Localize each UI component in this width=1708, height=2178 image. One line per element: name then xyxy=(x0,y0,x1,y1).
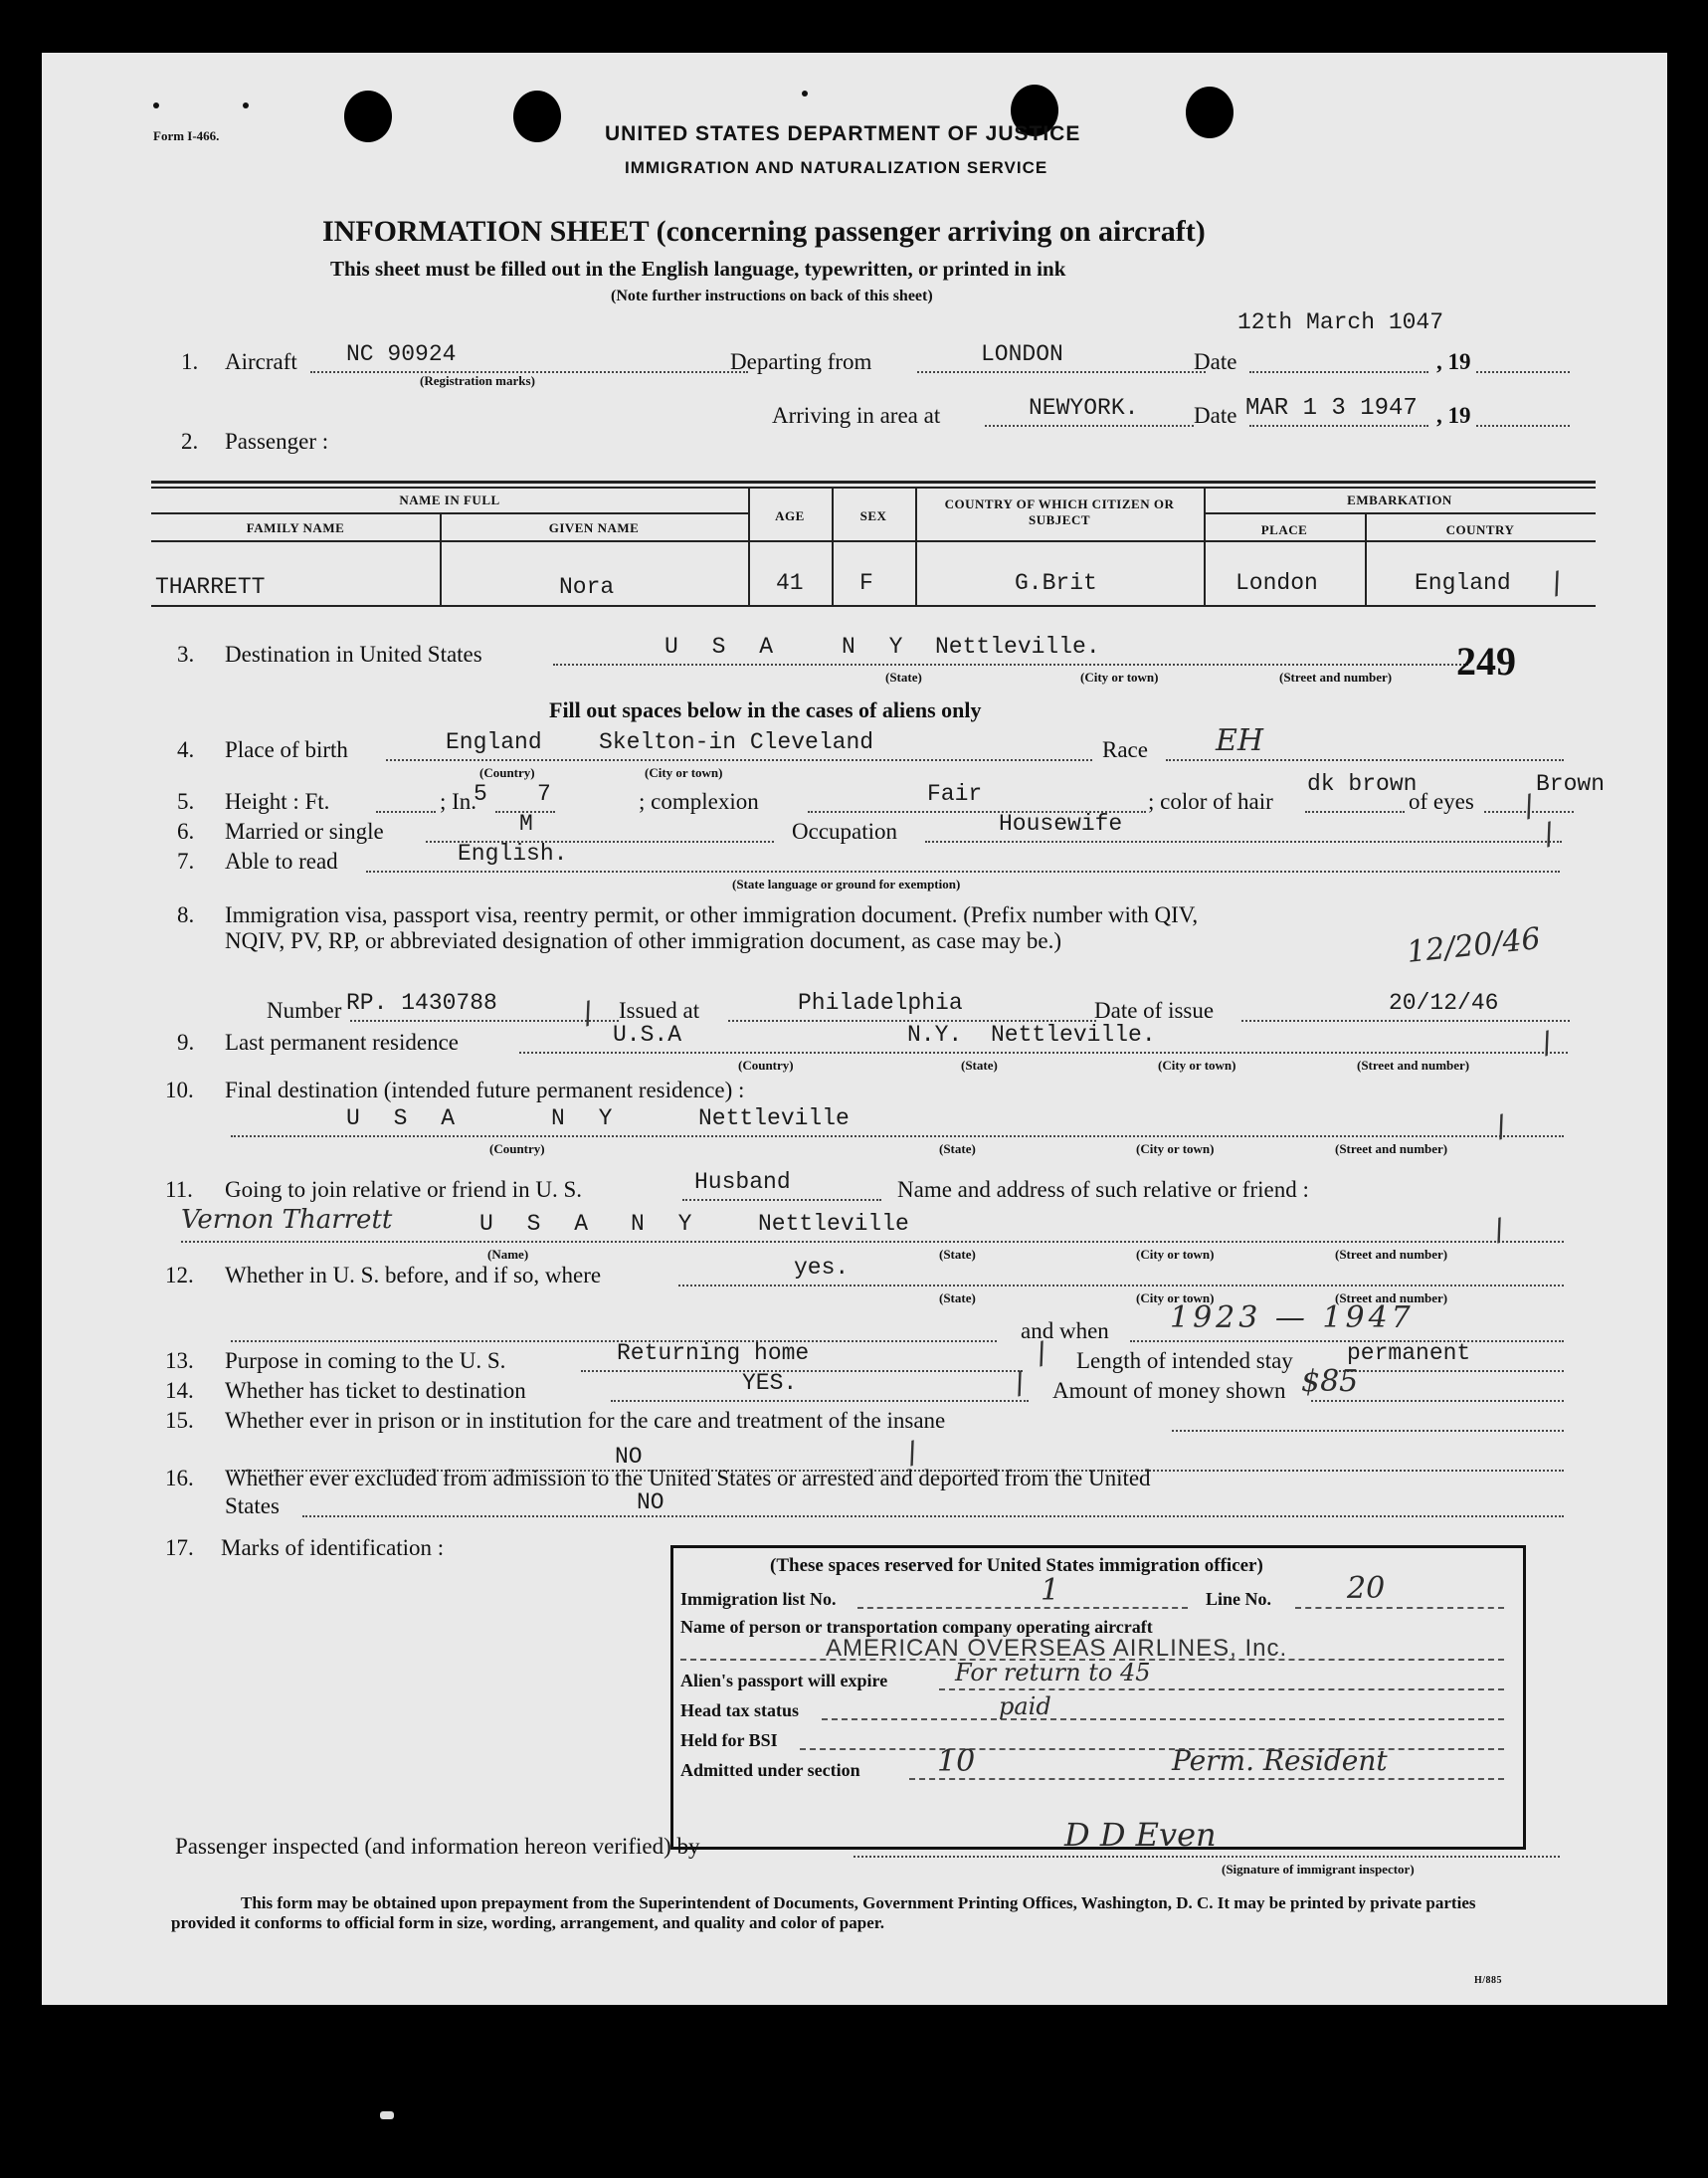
birth-city: Skelton-in Cleveland xyxy=(599,729,874,755)
embarkation-header: EMBARKATION xyxy=(1347,493,1452,507)
check-mark: / xyxy=(902,1435,922,1472)
street-caption: (Street and number) xyxy=(1357,1058,1470,1073)
country-caption: (Country) xyxy=(738,1058,794,1073)
bsi-label: Held for BSI xyxy=(680,1730,778,1750)
relative-city: Nettleville xyxy=(758,1211,909,1237)
scan-speck xyxy=(380,2111,394,2119)
item-number: 13. xyxy=(165,1348,194,1373)
length-stay-label: Length of intended stay xyxy=(1076,1348,1293,1373)
relative-state: N Y xyxy=(631,1211,702,1237)
line-no-value: 20 xyxy=(1347,1571,1386,1606)
place-header: PLACE xyxy=(1260,522,1308,537)
name-in-full-header: NAME IN FULL xyxy=(399,493,500,507)
given-name-header: GIVEN NAME xyxy=(548,520,640,535)
before-value: yes. xyxy=(794,1255,850,1281)
inspected-label: Passenger inspected (and information hereon verified) by xyxy=(175,1834,700,1859)
states-label: States xyxy=(225,1493,280,1518)
passenger-label: Passenger : xyxy=(225,429,329,454)
last-city: Nettleville. xyxy=(991,1022,1156,1048)
footer-code: H/885 xyxy=(1474,1975,1503,1986)
city-caption: (City or town) xyxy=(1136,1141,1215,1156)
age-cell: 41 xyxy=(776,570,804,596)
read-value: English. xyxy=(458,841,568,867)
operator-label: Name of person or transportation company operating aircraft xyxy=(680,1617,1153,1637)
relative-country: U S A xyxy=(479,1211,599,1237)
check-mark: / xyxy=(1539,816,1559,853)
aliens-only-heading: Fill out spaces below in the cases of aliens only xyxy=(549,697,982,722)
inspector-signature: D D Even xyxy=(1064,1816,1217,1854)
country-header: COUNTRY xyxy=(1445,522,1515,537)
country-caption: (Country) xyxy=(479,765,535,780)
item-number: 10. xyxy=(165,1078,194,1102)
item-number: 12. xyxy=(165,1263,194,1287)
speck xyxy=(153,102,159,108)
punch-hole xyxy=(344,91,392,142)
occupation-label: Occupation xyxy=(792,819,898,844)
dest-city: Nettleville. xyxy=(935,634,1100,660)
city-caption: (City or town) xyxy=(1136,1247,1215,1262)
reg-marks-caption: (Registration marks) xyxy=(420,373,535,388)
and-when-label: and when xyxy=(1021,1318,1109,1343)
given-name-cell: Nora xyxy=(559,574,615,600)
check-mark: / xyxy=(578,995,598,1032)
check-mark: / xyxy=(1489,1212,1509,1249)
final-state: N Y xyxy=(551,1105,623,1131)
punch-hole xyxy=(513,91,561,142)
issued-at-value: Philadelphia xyxy=(798,990,963,1016)
city-caption: (City or town) xyxy=(645,765,723,780)
year-prefix: , 19 xyxy=(1436,349,1471,374)
city-caption: (City or town) xyxy=(1158,1058,1236,1073)
street-caption: (Street and number) xyxy=(1335,1247,1448,1262)
date-label: Date xyxy=(1194,349,1237,374)
footer-text: This form may be obtained upon prepayment from the Superintendent of Documents, Government Printing Offices, Washington, D. C. It may be printed by private parties provided it conforms to official form in size, wording, arrangement, and quality and color of paper. xyxy=(171,1893,1476,1932)
item-number: 4. xyxy=(177,737,195,762)
excluded-label: Whether ever excluded from admission to the United States or arrested and deported from the United xyxy=(225,1466,1151,1490)
passport-label: Alien's passport will expire xyxy=(680,1671,888,1690)
section-label: Admitted under section xyxy=(680,1760,860,1780)
aircraft-value: NC 90924 xyxy=(346,341,457,367)
check-mark: / xyxy=(1547,565,1567,602)
hair-value: dk brown xyxy=(1307,771,1418,797)
state-caption: (State) xyxy=(939,1141,976,1156)
section-note: Perm. Resident xyxy=(1172,1744,1388,1777)
race-value: EH xyxy=(1216,723,1264,758)
prison-label: Whether ever in prison or in institution for the care and treatment of the insane xyxy=(225,1408,946,1433)
join-value: Husband xyxy=(694,1169,791,1195)
check-mark: / xyxy=(1491,1108,1511,1145)
embark-country-cell: England xyxy=(1415,570,1511,596)
visa-text-1: Immigration visa, passport visa, reentry permit, or other immigration document. (Prefix number with QIV, xyxy=(225,902,1199,927)
item-number: 3. xyxy=(177,642,195,667)
married-label: Married or single xyxy=(225,819,384,844)
ticket-value: YES. xyxy=(742,1370,798,1396)
departing-value: LONDON xyxy=(981,341,1063,367)
arriving-label: Arriving in area at xyxy=(772,403,941,428)
street-caption: (Street and number) xyxy=(1279,670,1393,685)
item-number: 9. xyxy=(177,1030,195,1055)
height-label: Height : Ft. xyxy=(225,789,330,814)
last-state: N.Y. xyxy=(907,1022,963,1048)
height-in: 7 xyxy=(537,781,551,807)
officer-box-title: (These spaces reserved for United States immigration officer) xyxy=(770,1555,1263,1576)
check-mark: / xyxy=(1010,1365,1030,1402)
check-mark: / xyxy=(1537,1025,1557,1062)
line-no-label: Line No. xyxy=(1206,1589,1272,1609)
visa-text-2: NQIV, PV, RP, or abbreviated designation of other immigration document, as case may be.) xyxy=(225,928,1062,953)
date-of-issue-label: Date of issue xyxy=(1094,998,1215,1023)
money-value: $85 xyxy=(1301,1364,1359,1399)
issued-at-label: Issued at xyxy=(619,998,700,1023)
speck xyxy=(243,102,249,108)
item-number: 11. xyxy=(165,1177,193,1202)
street-caption: (Street and number) xyxy=(1335,1141,1448,1156)
form-title: INFORMATION SHEET (concerning passenger arriving on aircraft) xyxy=(322,215,1206,248)
sex-cell: F xyxy=(859,570,873,596)
item-number: 16. xyxy=(165,1466,194,1490)
state-caption: (State) xyxy=(939,1247,976,1262)
birth-country: England xyxy=(446,729,542,755)
item-number: 7. xyxy=(177,849,195,874)
citizen-header: COUNTRY OF WHICH CITIZEN OR SUBJECT xyxy=(944,496,1175,527)
married-value: M xyxy=(519,811,533,837)
aircraft-label: Aircraft xyxy=(225,349,297,374)
list-no-value: 1 xyxy=(1041,1573,1060,1608)
when-value: 1923 — 1947 xyxy=(1170,1300,1415,1335)
hair-label: ; color of hair xyxy=(1148,789,1273,814)
height-ft: 5 xyxy=(474,781,487,807)
item-number: 17. xyxy=(165,1535,194,1560)
city-caption: (City or town) xyxy=(1080,670,1159,685)
state-language-caption: (State language or ground for exemption) xyxy=(732,877,961,891)
dest-country: U S A xyxy=(664,634,784,660)
number-label: Number xyxy=(267,998,342,1023)
item-number: 1. xyxy=(181,349,199,374)
form-sheet xyxy=(42,53,1667,2005)
family-name-cell: THARRETT xyxy=(155,574,266,600)
street-caption: (Street and number) xyxy=(1335,1290,1448,1305)
arrival-date-stamp: MAR 1 3 1947 xyxy=(1245,395,1418,422)
passport-value: For return to 45 xyxy=(955,1659,1151,1686)
excluded-value: NO xyxy=(637,1489,664,1515)
sex-header: SEX xyxy=(859,508,887,523)
embark-place-cell: London xyxy=(1235,570,1318,596)
head-tax-value: paid xyxy=(999,1692,1051,1720)
length-value: permanent xyxy=(1347,1340,1471,1366)
birth-label: Place of birth xyxy=(225,737,348,762)
age-header: AGE xyxy=(775,508,805,523)
arrival-date-label: Date xyxy=(1194,403,1237,428)
dest-number: 249 xyxy=(1456,639,1516,684)
money-label: Amount of money shown xyxy=(1052,1378,1286,1403)
last-country: U.S.A xyxy=(613,1022,682,1048)
visa-number: RP. 1430788 xyxy=(346,990,497,1016)
final-country: U S A xyxy=(346,1105,466,1131)
citizen-cell: G.Brit xyxy=(1015,570,1097,596)
state-caption: (State) xyxy=(961,1058,998,1073)
complexion-label: ; complexion xyxy=(639,789,759,814)
going-to-join-label: Going to join relative or friend in U. S. xyxy=(225,1177,582,1202)
operator-stamp: AMERICAN OVERSEAS AIRLINES, Inc. xyxy=(826,1635,1288,1662)
occupation-value: Housewife xyxy=(999,811,1123,837)
year-prefix: , 19 xyxy=(1436,403,1471,428)
item-number: 8. xyxy=(177,902,195,927)
state-caption: (State) xyxy=(885,670,922,685)
state-caption: (State) xyxy=(939,1290,976,1305)
form-id: Form I-466. xyxy=(153,128,220,143)
complexion-value: Fair xyxy=(927,781,983,807)
name-address-label: Name and address of such relative or friend : xyxy=(897,1177,1309,1202)
destination-label: Destination in United States xyxy=(225,642,482,667)
race-label: Race xyxy=(1102,737,1148,762)
item-number: 6. xyxy=(177,819,195,844)
section-value: 10 xyxy=(937,1744,976,1779)
item-number: 2. xyxy=(181,429,199,454)
dest-state: N Y xyxy=(842,634,913,660)
departing-label: Departing from xyxy=(730,349,872,374)
top-date: 12th March 1047 xyxy=(1237,309,1444,335)
relative-name: Vernon Tharrett xyxy=(181,1205,393,1235)
service-heading: IMMIGRATION AND NATURALIZATION SERVICE xyxy=(625,158,1048,177)
in-us-before-label: Whether in U. S. before, and if so, where xyxy=(225,1263,602,1287)
date-of-issue-value: 20/12/46 xyxy=(1389,990,1499,1016)
form-note: (Note further instructions on back of this sheet) xyxy=(611,288,933,304)
eyes-label: of eyes xyxy=(1409,789,1474,814)
head-tax-label: Head tax status xyxy=(680,1700,800,1720)
inches-label: ; In. xyxy=(440,789,477,814)
marks-label: Marks of identification : xyxy=(221,1535,445,1560)
speck xyxy=(802,91,808,97)
item-number: 14. xyxy=(165,1378,194,1403)
eyes-value: Brown xyxy=(1536,771,1606,797)
department-heading: UNITED STATES DEPARTMENT OF JUSTICE xyxy=(605,122,1081,145)
family-name-header: FAMILY NAME xyxy=(246,520,345,535)
last-residence-label: Last permanent residence xyxy=(225,1030,459,1055)
final-destination-label: Final destination (intended future permanent residence) : xyxy=(225,1078,745,1102)
final-city: Nettleville xyxy=(698,1105,850,1131)
form-subtitle: This sheet must be filled out in the English language, typewritten, or printed in ink xyxy=(330,257,1066,281)
item-number: 15. xyxy=(165,1408,194,1433)
signature-caption: (Signature of immigrant inspector) xyxy=(1222,1862,1415,1877)
name-caption: (Name) xyxy=(487,1247,529,1262)
visa-date-handwritten: 12/20/46 xyxy=(1405,921,1543,970)
check-mark: / xyxy=(1519,788,1539,825)
purpose-label: Purpose in coming to the U. S. xyxy=(225,1348,506,1373)
check-mark: / xyxy=(1032,1335,1051,1372)
read-label: Able to read xyxy=(225,849,338,874)
punch-hole xyxy=(1186,87,1234,138)
list-no-label: Immigration list No. xyxy=(680,1589,837,1609)
country-caption: (Country) xyxy=(489,1141,545,1156)
ticket-label: Whether has ticket to destination xyxy=(225,1378,526,1403)
prison-value: NO xyxy=(615,1444,643,1470)
city-caption: (City or town) xyxy=(1136,1290,1215,1305)
arriving-value: NEWYORK. xyxy=(1029,395,1139,421)
purpose-value: Returning home xyxy=(617,1340,810,1366)
item-number: 5. xyxy=(177,789,195,814)
